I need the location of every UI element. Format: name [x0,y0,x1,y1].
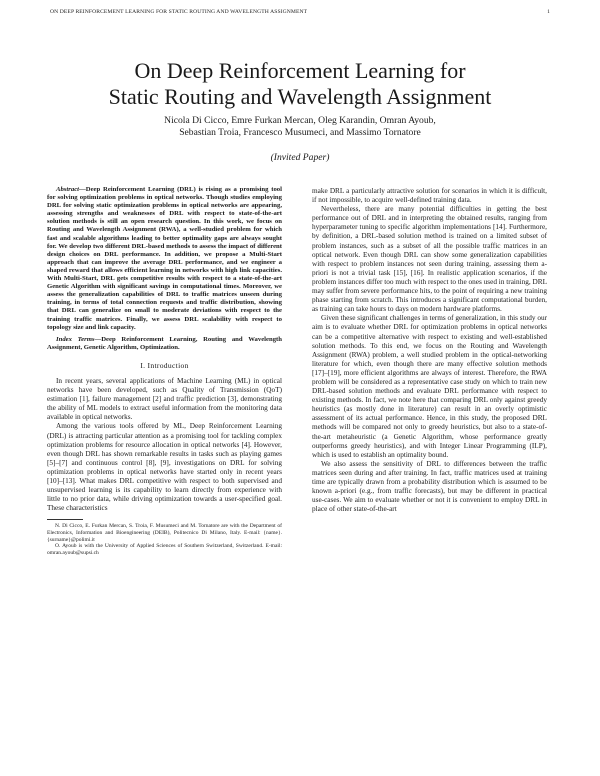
footnote-affiliation-supsi: O. Ayoub is with the University of Applied Sciences of Southern Switzerland, Switzerland. E-mail: omran.ayoub@supsi.ch [47,543,282,556]
page-number: 1 [547,9,550,15]
authors-line-1: Nicola Di Cicco, Emre Furkan Mercan, Oleg Karandin, Omran Ayoub, [164,115,436,126]
intro-paragraph-2: Among the various tools offered by ML, Deep Reinforcement Learning (DRL) is attracting particular attention as a promising tool for tackling complex optimization problems for resource allocation in optical networks [4]. However, even though DRL has shown remarkable results in tasks such as playing games [5]–[7] and continuous control [8], [9], investigations on DRL for solving optimization problems in optical networks have started only in recent years [10]–[13]. What makes DRL competitive with respect to both supervised and unsupervised learning is its capability to learn directly from experience with little to no prior data, while driving optimization towards a user-specified goal. These characteristics [47,422,282,513]
invited-paper-note: (Invited Paper) [270,152,330,163]
running-head-title: ON DEEP REINFORCEMENT LEARNING FOR STATIC ROUTING AND WAVELENGTH ASSIGNMENT [50,9,308,15]
abstract-text: —Deep Reinforcement Learning (DRL) is rising as a promising tool for solving optimization problems in optical networks. Though studies employing DRL for solving static optimization problems in optical networks are appearing, assessing strengths and weaknesses of DRL with respect to state-of-the-art solution methods is still an open research question. In this work, we focus on Routing and Wavelength Assignment (RWA), a well-studied problem for which fast and scalable algorithms leading to better optimality gaps are always sought for. We develop two different DRL-based methods to assess the impact of different design choices on DRL performance. In addition, we propose a Multi-Start approach that can improve the average DRL performance, and we engineer a shaped reward that allows efficient learning in networks with high link capacities. With Multi-Start, DRL gets competitive results with respect to a state-of-the-art Genetic Algorithm with significant savings in computational times. Moreover, we assess the generalization capabilities of DRL to traffic matrices unseen during training, in terms of total connection requests and traffic distribution, showing that DRL can generalize on small to moderate deviations with respect to the training traffic matrices. Finally, we assess DRL scalability with respect to topology size and link capacity. [47,186,282,331]
title-line-2: Static Routing and Wavelength Assignment [108,84,492,109]
body-paragraph-sensitivity: We also assess the sensitivity of DRL to differences between the traffic matrices seen during and after training. In fact, traffic matrices used at training time are typically drawn from a probability distribution which is assumed to be known a-priori (e.g., from traffic forecasts), but may be different in practical use-cases. We aim to evaluate whether or not it is convenient to employ DRL in place of other state-of-the-art [312,459,547,514]
right-column [312,187,547,514]
section-heading-introduction: I. Introduction [140,360,189,370]
running-head [50,9,550,15]
authors-line-2: Sebastian Troia, Francesco Musumeci, and Massimo Tornatore [179,127,421,139]
abstract [47,186,282,332]
footnote-affiliation-polimi: N. Di Cicco, E. Furkan Mercan, S. Troia, F. Musumeci and M. Tornatore are with the Department of Electronics, Information and Bioengineering (DEIB), Politecnico Di Milano, Italy. E-mail: {name}.{surname}@polimi.it [47,523,282,543]
body-paragraph-continued: make DRL a particularly attractive solution for scenarios in which it is difficult, if not impossible, to acquire well-defined training data. [312,187,547,205]
author-list [40,115,560,140]
abstract-label: Abstract [56,186,80,193]
left-column [47,186,282,556]
paper-title [40,58,560,110]
body-paragraph-aim: Given these significant challenges in terms of generalization, in this study our aim is to evaluate whether DRL for optimization problems in optical networks can be a competitive alternative with respect to existing and well-established solution methods. To this end, we focus on the Routing and Wavelength Assignment (RWA) problem, a well studied problem in the optical-networking literature for which, even though there are many effective solution methods [17]–[19], more efficient algorithms are always of interest. Therefore, the RWA problem will be considered as a representative case study on which to train new DRL-based solution methods and evaluate DRL performance with respect to existing methods. In fact, we note here that comparing DRL only against greedy heuristics (as mostly done in literature) can result in an overly optimistic assessment of its actual performance. Hence, in this study, the proposed DRL methods will be compared not only to greedy heuristics, but also to a state-of-the-art metaheuristic (a Genetic Algorithm, whose performance greatly outperforms greedy heuristics), and with Integer Linear Programming (ILP), which is used to establish an optimality bound. [312,314,547,459]
body-paragraph-difficulties: Nevertheless, there are many potential difficulties in getting the best performance out of DRL and in interpreting the obtained results, ranging from hyperparameter tuning to specific algorithm implementations [14]. Furthermore, by definition, a DRL-based solution method is trained on a limited subset of problem instances, such as a subset of all the possible traffic matrices in an optical network. Even though DRL can show some generalization capabilities with respect to problem instances not seen during training, assessing them a-priori is not a trivial task [15], [16]. In realistic application scenarios, if the problem instances differ too much with respect to the ones used in training, DRL may suffer from severe performance hits, to the point of requiring a new training phase starting from scratch. This introduces a significant computational burden, as training can take hours to days on modern hardware platforms. [312,205,547,314]
intro-paragraph-1: In recent years, several applications of Machine Learning (ML) in optical networks have been developed, such as Quality of Transmission (QoT) estimation [1], failure management [2] and traffic prediction [3], demonstrating the ability of ML models to extract useful information from the monitoring data available in optical networks. [47,376,282,422]
index-terms [47,336,282,352]
index-terms-text: —Deep Reinforcement Learning, Routing and Wavelength Assignment, Genetic Algorithm, Optimization. [47,335,282,351]
footnote-rule [47,519,83,520]
index-terms-label: Index Terms [56,335,95,343]
title-line-1: On Deep Reinforcement Learning for [134,58,466,83]
